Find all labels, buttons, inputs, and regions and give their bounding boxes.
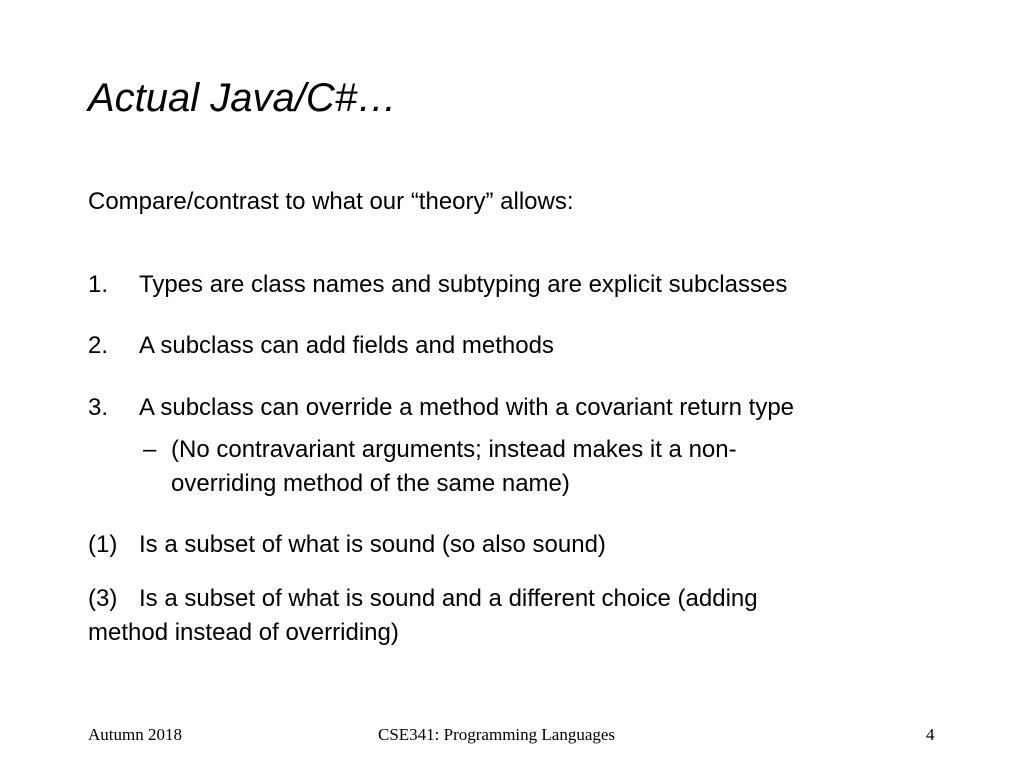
list-item-text: Types are class names and subtyping are explicit subclasses [139,271,788,298]
intro-text: Compare/contrast to what our “theory” allows: [88,188,574,215]
footer-course: CSE341: Programming Languages [378,725,616,744]
note-text: Is a subset of what is sound (so also sound) [139,531,606,558]
slide-title: Actual Java/C#… [88,76,398,120]
note-text: Is a subset of what is sound and a different choice (adding [139,585,758,612]
list-item-number: 2. [88,332,109,359]
list-item-text: A subclass can add fields and methods [139,332,554,359]
sub-bullet-line-2: overriding method of the same name) [171,470,570,497]
note-1 [88,529,606,561]
sub-bullet-line-1: (No contravariant arguments; instead makes it a non- [171,436,737,463]
dash-bullet: – [143,436,157,463]
note-tag: (1) [88,531,118,558]
page-number: 4 [926,725,935,744]
list-item-number: 3. [88,394,109,421]
footer-date: Autumn 2018 [88,725,182,744]
list-item-number: 1. [88,271,109,298]
note-text-continuation: method instead of overriding) [88,619,399,646]
sub-bullet-text [171,433,871,501]
note-3 [88,582,948,650]
list-item-text: A subclass can override a method with a covariant return type [139,394,795,421]
note-tag: (3) [88,585,118,612]
